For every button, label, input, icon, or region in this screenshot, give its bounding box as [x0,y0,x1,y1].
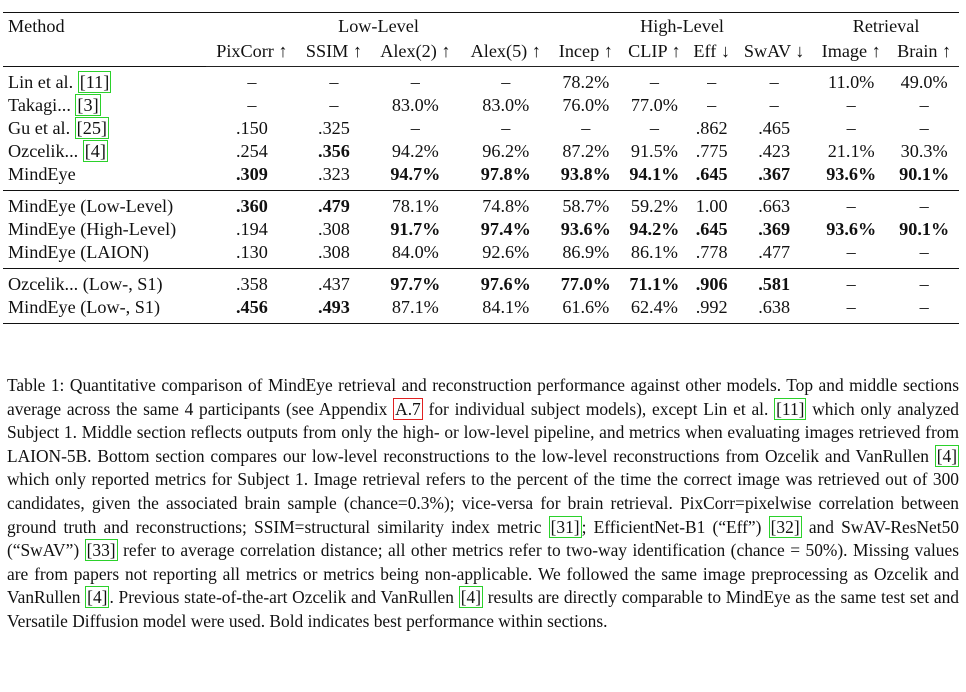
method-name: Lin et al. [8,72,78,92]
cell-clip: 77.0% [630,95,678,115]
cell-brain: 49.0% [889,67,959,95]
cell-ssim: .323 [318,164,350,184]
cell-swav: .638 [735,296,813,324]
cell-alex2: 87.1% [370,296,460,324]
cell-image: – [813,269,889,297]
citation-link[interactable]: [4] [936,445,957,466]
cell-alex2: 84.0% [391,242,439,262]
cell-image: 11.0% [813,67,889,95]
cell-clip: – [649,118,659,138]
cell-pixcorr: .309 [235,164,268,184]
cell-alex5: 97.4% [480,219,531,239]
method-name: MindEye (Low-Level) [8,196,174,216]
cell-image: – [846,118,856,138]
cell-incep: – [581,118,591,138]
cell-eff: .645 [695,164,728,184]
col-header-image: Image ↑ [813,39,889,67]
cell-alex5: 96.2% [482,141,530,161]
method-cell [3,296,206,324]
cell-eff: .778 [695,242,728,262]
method-cell [3,140,206,163]
cell-pixcorr: .360 [206,191,298,219]
cell-alex5: – [501,118,511,138]
column-header-row [3,39,959,67]
cell-eff: .992 [688,296,735,324]
cell-swav: .465 [758,118,791,138]
cell-ssim: .308 [318,242,350,262]
cell-brain: – [889,191,959,219]
cell-ssim: – [298,67,370,95]
cell-alex5: 97.6% [461,269,551,297]
method-name: Ozcelik... [8,141,83,161]
group-header-row [3,13,959,40]
method-cell [3,241,206,269]
citation-link[interactable]: [31] [550,516,580,537]
method-name: MindEye [8,164,76,184]
high-level-group-header: High-Level [551,13,813,40]
cell-pixcorr: .358 [206,269,298,297]
cell-brain: 30.3% [900,141,948,161]
citation-link[interactable]: [11] [776,398,805,419]
cell-brain: – [919,118,929,138]
table-caption [7,374,959,634]
cell-eff: 1.00 [688,191,735,219]
col-header-pixcorr: PixCorr ↑ [206,39,298,67]
cell-ssim: .325 [318,118,350,138]
citation-link[interactable]: [32] [770,516,800,537]
cell-pixcorr: – [206,67,298,95]
cell-swav: – [769,95,779,115]
cell-clip: 59.2% [621,191,689,219]
cell-eff: .645 [695,219,728,239]
table-row [3,191,959,219]
method-name: MindEye (High-Level) [8,219,177,239]
citation-link[interactable]: [4] [84,141,106,161]
cell-swav: .367 [758,164,791,184]
col-header-swav: SwAV ↓ [735,39,813,67]
cell-image: – [846,95,856,115]
cell-brain: – [919,95,929,115]
method-cell [3,269,206,297]
col-header-brain: Brain ↑ [889,39,959,67]
results-table [3,12,959,324]
results-table-container [3,12,963,324]
table-row [3,94,959,117]
cell-incep: 93.8% [560,164,611,184]
appendix-link[interactable]: A.7 [395,398,421,419]
cell-swav: .369 [758,219,791,239]
cell-incep: 61.6% [551,296,621,324]
method-name: MindEye (Low-, S1) [8,297,161,317]
table-row [3,140,959,163]
cell-alex2: – [410,118,420,138]
retrieval-group-header: Retrieval [813,13,959,40]
table-row [3,163,959,191]
cell-image: – [813,296,889,324]
cell-brain: – [919,242,929,262]
cell-alex2: 97.7% [370,269,460,297]
col-header-incep: Incep ↑ [551,39,621,67]
cell-image: 93.6% [826,164,877,184]
method-cell [3,117,206,140]
cell-clip: 94.2% [629,219,680,239]
cell-alex2: 94.7% [390,164,441,184]
cell-pixcorr: .254 [235,141,268,161]
cell-clip: 71.1% [621,269,689,297]
cell-brain: – [889,296,959,324]
low-level-group-header: Low-Level [206,13,551,40]
cell-alex5: 84.1% [461,296,551,324]
citation-link[interactable]: [11] [79,72,110,92]
method-name: MindEye (LAION) [8,242,149,262]
cell-incep: 77.0% [551,269,621,297]
table-row [3,67,959,95]
cell-alex2: – [370,67,460,95]
col-header-eff: Eff ↓ [688,39,735,67]
col-header-clip: CLIP ↑ [621,39,689,67]
cell-image: – [846,242,856,262]
cell-pixcorr: .130 [235,242,268,262]
col-header-alex5: Alex(5) ↑ [461,39,551,67]
cell-swav: .423 [758,141,791,161]
method-name: Gu et al. [8,118,75,138]
cell-image: 21.1% [827,141,875,161]
method-cell [3,191,206,219]
table-row [3,269,959,297]
method-name: Ozcelik... (Low-, S1) [8,274,163,294]
method-name: Takagi... [8,95,76,115]
cell-incep: 87.2% [562,141,610,161]
cell-eff: .906 [688,269,735,297]
cell-clip: 86.1% [630,242,678,262]
caption-paragraph: Table 1: Quantitative comparison of MindEye retrieval and reconstruction performance against other models. Top and middle sections average across the same 4 participants (see Appendix A.7 for individual subject models), except Lin et al. [11] which only analyzed Subject 1. Middle section reflects outputs from only the high- or low-level pipeline, and metrics when evaluating images retrieved from LAION-5B. Bottom section compares our low-level reconstructions to the low-level reconstructions from Ozcelik and VanRullen [4] which only reported metrics for Subject 1. Image retrieval refers to the percent of the time the correct image was retrieved out of 300 candidates, given the associated brain sample (chance=0.3%); vice-versa for brain retrieval. PixCorr=pixelwise correlation between ground truth and reconstructions; SSIM=structural similarity index metric [31] ; EfficientNet-B1 (“Eff”) [32] and SwAV-ResNet50 (“SwAV”) [33] refer to average correlation distance; all other metrics refer to two-way identification (chance = 50%). Missing values are from papers not reporting all metrics or metrics being non-applicable. We followed the same image preprocessing as Ozcelik and VanRullen [4] . Previous state-of-the-art Ozcelik and VanRullen [4] results are directly comparable to MindEye as the same test set and Versatile Diffusion model were used. Bold indicates best performance within sections. [7,375,960,631]
cell-ssim: .479 [298,191,370,219]
cell-incep: 78.2% [551,67,621,95]
cell-alex5: 83.0% [482,95,530,115]
cell-eff: – [707,95,717,115]
cell-ssim: .308 [318,219,350,239]
cell-alex5: – [461,67,551,95]
cell-alex5: 92.6% [482,242,530,262]
citation-link[interactable]: [4] [87,587,108,608]
cell-swav: .663 [735,191,813,219]
cell-alex2: 94.2% [391,141,439,161]
cell-brain: 90.1% [899,219,950,239]
cell-ssim: .356 [318,141,350,161]
table-row [3,117,959,140]
method-cell [3,67,206,95]
cell-eff: – [688,67,735,95]
cell-ssim: – [329,95,339,115]
citation-link[interactable]: [3] [77,95,99,115]
cell-clip: 91.5% [630,141,678,161]
method-header: Method [3,13,206,40]
cell-alex2: 91.7% [390,219,441,239]
cell-clip: 62.4% [621,296,689,324]
method-cell [3,94,206,117]
cell-alex5: 74.8% [461,191,551,219]
cell-clip: 94.1% [629,164,680,184]
col-header-ssim: SSIM ↑ [298,39,370,67]
citation-link[interactable]: [4] [460,587,481,608]
cell-image: 93.6% [826,219,877,239]
cell-incep: 58.7% [551,191,621,219]
col-header-alex2: Alex(2) ↑ [370,39,460,67]
cell-pixcorr: .456 [206,296,298,324]
cell-pixcorr: – [247,95,257,115]
cell-ssim: .493 [298,296,370,324]
cell-brain: 90.1% [899,164,950,184]
cell-clip: – [621,67,689,95]
cell-pixcorr: .150 [235,118,268,138]
method-cell [3,163,206,191]
table-row [3,241,959,269]
citation-link[interactable]: [33] [86,540,116,561]
cell-eff: .862 [695,118,728,138]
citation-link[interactable]: [25] [76,118,107,138]
cell-swav: – [735,67,813,95]
cell-brain: – [889,269,959,297]
cell-incep: 76.0% [562,95,610,115]
cell-swav: .581 [735,269,813,297]
cell-incep: 93.6% [560,219,611,239]
cell-pixcorr: .194 [235,219,268,239]
cell-eff: .775 [695,141,728,161]
cell-ssim: .437 [298,269,370,297]
method-cell [3,218,206,241]
cell-alex2: 78.1% [370,191,460,219]
cell-swav: .477 [758,242,791,262]
table-row [3,296,959,324]
table-row [3,218,959,241]
cell-incep: 86.9% [562,242,610,262]
cell-image: – [813,191,889,219]
cell-alex2: 83.0% [391,95,439,115]
cell-alex5: 97.8% [480,164,531,184]
